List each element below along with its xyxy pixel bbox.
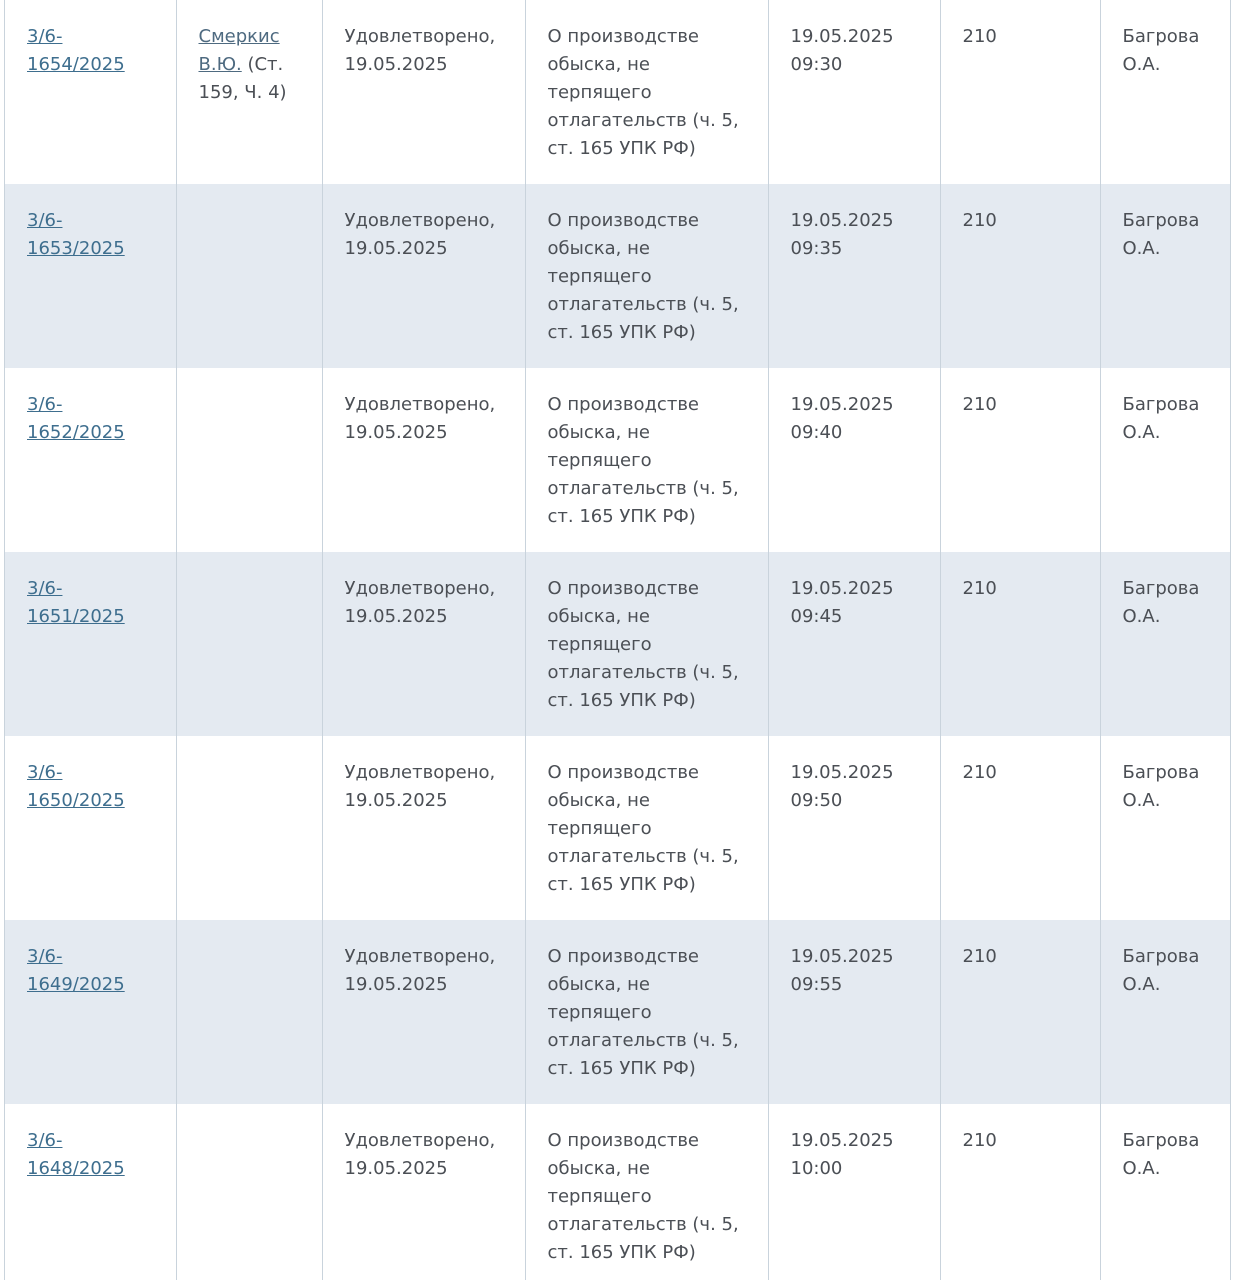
- datetime-cell: [768, 0, 940, 184]
- result-date: 19.05.2025: [344, 238, 448, 259]
- subject-cell: [525, 0, 768, 184]
- hearing-date: 19.05.2025: [790, 1130, 894, 1151]
- hearing-time: 09:40: [790, 422, 843, 443]
- room-number: 210: [962, 1130, 997, 1151]
- party-cell: [176, 0, 322, 184]
- judge-cell: [1100, 368, 1230, 552]
- case-number-link[interactable]: 3/6-1652/2025: [27, 394, 125, 443]
- judge-cell: [1100, 0, 1230, 184]
- room-number: 210: [962, 946, 997, 967]
- judge-name: Багрова О.А.: [1122, 578, 1200, 627]
- hearing-time: 09:45: [790, 606, 843, 627]
- result-status: Удовлетворено,: [344, 762, 496, 783]
- case-number-link[interactable]: 3/6-1654/2025: [27, 26, 125, 75]
- hearing-date: 19.05.2025: [790, 26, 894, 47]
- result-date: 19.05.2025: [344, 790, 448, 811]
- hearing-date: 19.05.2025: [790, 394, 894, 415]
- datetime-cell: [768, 552, 940, 736]
- result-status: Удовлетворено,: [344, 26, 496, 47]
- datetime-cell: [768, 736, 940, 920]
- case-number-cell: [5, 920, 176, 1104]
- room-number: 210: [962, 394, 997, 415]
- hearing-date: 19.05.2025: [790, 762, 894, 783]
- hearing-time: 09:55: [790, 974, 843, 995]
- hearing-date: 19.05.2025: [790, 946, 894, 967]
- case-number-link[interactable]: 3/6-1649/2025: [27, 946, 125, 995]
- result-date: 19.05.2025: [344, 974, 448, 995]
- result-date: 19.05.2025: [344, 54, 448, 75]
- case-number-link[interactable]: 3/6-1653/2025: [27, 210, 125, 259]
- subject-cell: [525, 552, 768, 736]
- subject-cell: [525, 1104, 768, 1280]
- cases-table-container: [4, 0, 1231, 1280]
- judge-name: Багрова О.А.: [1122, 762, 1200, 811]
- judge-name: Багрова О.А.: [1122, 394, 1200, 443]
- subject-cell: [525, 920, 768, 1104]
- result-date: 19.05.2025: [344, 422, 448, 443]
- case-number-cell: [5, 184, 176, 368]
- case-number-cell: [5, 736, 176, 920]
- judge-cell: [1100, 1104, 1230, 1280]
- result-status: Удовлетворено,: [344, 394, 496, 415]
- hearing-date: 19.05.2025: [790, 210, 894, 231]
- room-cell: [940, 0, 1100, 184]
- table-row: [5, 184, 1230, 368]
- judge-name: Багрова О.А.: [1122, 1130, 1200, 1179]
- result-cell: [322, 368, 525, 552]
- cases-table: [5, 0, 1230, 1280]
- subject-cell: [525, 184, 768, 368]
- result-date: 19.05.2025: [344, 606, 448, 627]
- case-number-link[interactable]: 3/6-1651/2025: [27, 578, 125, 627]
- table-row: [5, 1104, 1230, 1280]
- result-cell: [322, 184, 525, 368]
- room-number: 210: [962, 762, 997, 783]
- table-row: [5, 736, 1230, 920]
- datetime-cell: [768, 184, 940, 368]
- result-cell: [322, 736, 525, 920]
- case-number-cell: [5, 0, 176, 184]
- case-number-link[interactable]: 3/6-1648/2025: [27, 1130, 125, 1179]
- datetime-cell: [768, 368, 940, 552]
- party-cell: [176, 368, 322, 552]
- subject-cell: [525, 368, 768, 552]
- party-name-link[interactable]: Смеркис В.Ю.: [198, 26, 280, 75]
- party-cell: [176, 184, 322, 368]
- subject-text: О производстве обыска, не терпящего отлагательств (ч. 5, ст. 165 УПК РФ): [547, 762, 739, 895]
- datetime-cell: [768, 920, 940, 1104]
- judge-name: Багрова О.А.: [1122, 26, 1200, 75]
- hearing-time: 09:30: [790, 54, 843, 75]
- room-number: 210: [962, 26, 997, 47]
- subject-cell: [525, 736, 768, 920]
- result-status: Удовлетворено,: [344, 578, 496, 599]
- datetime-cell: [768, 1104, 940, 1280]
- table-row: [5, 368, 1230, 552]
- room-cell: [940, 1104, 1100, 1280]
- judge-cell: [1100, 184, 1230, 368]
- case-number-cell: [5, 552, 176, 736]
- hearing-date: 19.05.2025: [790, 578, 894, 599]
- judge-name: Багрова О.А.: [1122, 210, 1200, 259]
- result-cell: [322, 920, 525, 1104]
- party-cell: [176, 736, 322, 920]
- judge-cell: [1100, 920, 1230, 1104]
- result-date: 19.05.2025: [344, 1158, 448, 1179]
- result-cell: [322, 552, 525, 736]
- judge-cell: [1100, 552, 1230, 736]
- result-cell: [322, 0, 525, 184]
- subject-text: О производстве обыска, не терпящего отлагательств (ч. 5, ст. 165 УПК РФ): [547, 394, 739, 527]
- case-number-cell: [5, 1104, 176, 1280]
- result-cell: [322, 1104, 525, 1280]
- hearing-time: 10:00: [790, 1158, 843, 1179]
- subject-text: О производстве обыска, не терпящего отлагательств (ч. 5, ст. 165 УПК РФ): [547, 946, 739, 1079]
- table-row: [5, 920, 1230, 1104]
- party-cell: [176, 1104, 322, 1280]
- room-cell: [940, 920, 1100, 1104]
- judge-name: Багрова О.А.: [1122, 946, 1200, 995]
- room-cell: [940, 552, 1100, 736]
- room-number: 210: [962, 578, 997, 599]
- party-cell: [176, 552, 322, 736]
- case-number-cell: [5, 368, 176, 552]
- result-status: Удовлетворено,: [344, 210, 496, 231]
- room-number: 210: [962, 210, 997, 231]
- result-status: Удовлетворено,: [344, 1130, 496, 1151]
- room-cell: [940, 736, 1100, 920]
- subject-text: О производстве обыска, не терпящего отлагательств (ч. 5, ст. 165 УПК РФ): [547, 26, 739, 159]
- hearing-time: 09:35: [790, 238, 843, 259]
- table-row: [5, 552, 1230, 736]
- hearing-time: 09:50: [790, 790, 843, 811]
- subject-text: О производстве обыска, не терпящего отлагательств (ч. 5, ст. 165 УПК РФ): [547, 578, 739, 711]
- result-status: Удовлетворено,: [344, 946, 496, 967]
- subject-text: О производстве обыска, не терпящего отлагательств (ч. 5, ст. 165 УПК РФ): [547, 210, 739, 343]
- room-cell: [940, 184, 1100, 368]
- party-cell: [176, 920, 322, 1104]
- case-number-link[interactable]: 3/6-1650/2025: [27, 762, 125, 811]
- table-row: [5, 0, 1230, 184]
- subject-text: О производстве обыска, не терпящего отлагательств (ч. 5, ст. 165 УПК РФ): [547, 1130, 739, 1263]
- room-cell: [940, 368, 1100, 552]
- judge-cell: [1100, 736, 1230, 920]
- party-article: (Ст. 159, Ч. 4): [198, 54, 287, 103]
